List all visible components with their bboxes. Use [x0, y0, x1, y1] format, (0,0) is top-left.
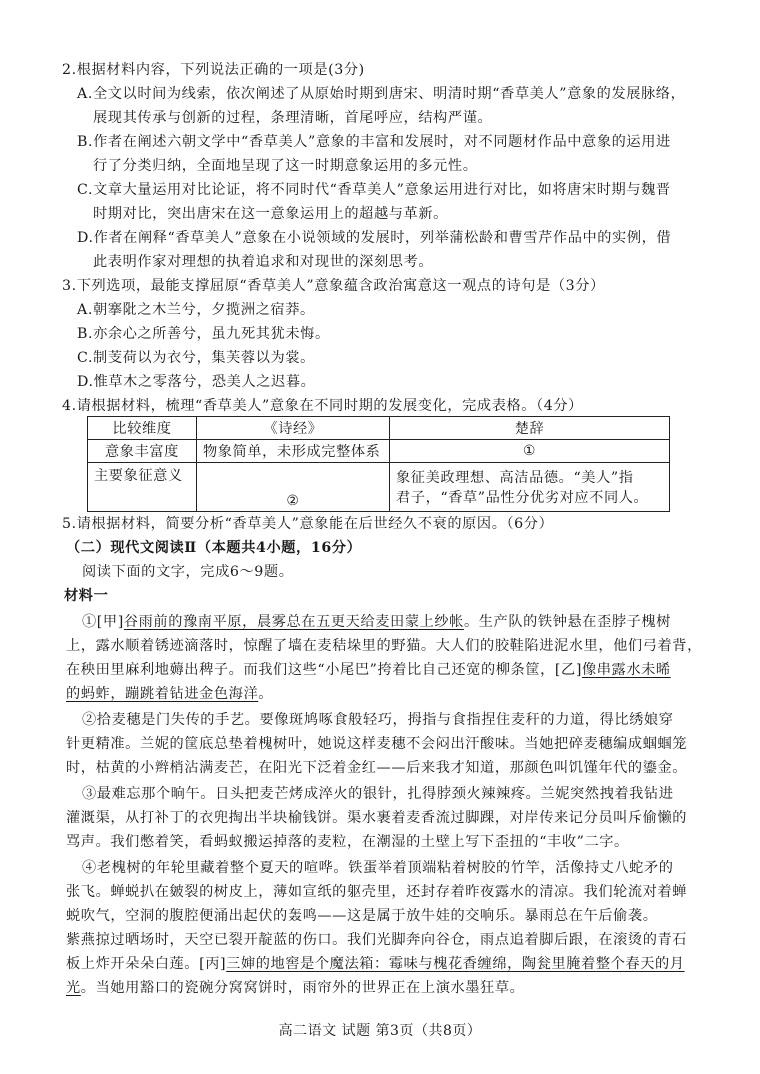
table-row: [88, 440, 670, 463]
table-cell: 意象丰富度: [88, 440, 197, 463]
section-instruction: 阅读下面的文字，完成6～9题。: [82, 564, 294, 580]
passage-line: [66, 978, 524, 998]
q2-option-c: C.文章大量运用对比论证，将不同时代“香草美人”意象运用进行对比，如将唐宋时期与魏晋: [77, 182, 671, 198]
q3-option-c: C.制芰荷以为衣兮，集芙蓉以为裳。: [77, 350, 315, 366]
table-cell: 主要象征意义: [88, 463, 197, 512]
passage-line: [82, 612, 671, 632]
q2-option-c-cont: 时期对比，突出唐宋在这一意象运用上的超越与革新。: [93, 206, 448, 222]
table-cell-line: 象征美政理想、高洁品德。“美人”指: [396, 470, 634, 486]
q3-option-b: B.亦余心之所善兮，虽九死其犹未悔。: [77, 326, 330, 342]
underlined-sentence-bing-cont: 光: [66, 980, 81, 996]
q2-stem: 2.根据材料内容，下列说法正确的一项是(3分): [62, 62, 365, 78]
passage-line: ③最难忘那个晌午。日头把麦芒烤成淬火的银针，扎得脖颈火辣辣疼。兰妮突然拽着我钻进: [82, 786, 674, 802]
table-cell-blank-2: ②: [197, 463, 390, 512]
comparison-table: [87, 416, 670, 512]
passage-text: 。当她用豁口的瓷碗分窝窝饼时，雨帘外的世界正在上演水墨狂草。: [80, 980, 525, 996]
underlined-sentence-yi: 像串露水未晞: [581, 662, 671, 678]
passage-text: 在秧田里麻利地薅出稗子。而我们这些“小尾巴”挎着比自己还宽的柳条筐，[乙]: [66, 662, 582, 678]
page-footer: 高二语文 试题 第3页（共8页）: [278, 1023, 482, 1039]
table-row: [88, 417, 670, 440]
q2-option-b: B.作者在阐述六朝文学中“香草美人”意象的丰富和发展时，对不同题材作品中意象的运用进: [77, 134, 671, 150]
table-cell-line: 君子，“香草”品性分优劣对应不同人。: [396, 490, 649, 506]
underlined-sentence-bing: 三婶的地窖是个魔法箱：霉味与槐花香缠绵，陶瓮里腌着整个春天的月: [226, 956, 685, 972]
passage-line: 灌溉渠，从打补丁的衣兜掏出半块榆钱饼。渠水裹着麦香流过脚踝，对岸传来记分员叫斥偷懒的: [66, 810, 688, 826]
q3-option-a: A.朝搴阰之木兰兮，夕揽洲之宿莽。: [77, 302, 315, 318]
passage-line: 上，露水顺着锈迹滴落时，惊醒了墙在麦秸垛里的野猫。大人们的胶鞋陷进泥水里，他们弓着背，: [66, 638, 702, 654]
q2-option-b-cont: 行了分类归纳，全面地呈现了这一时期意象运用的多元性。: [93, 158, 478, 174]
passage-text: 板上炸开朵朵白莲。[丙]: [66, 956, 227, 972]
q5-stem: 5.请根据材料，简要分析“香草美人”意象能在后世经久不衰的原因。（6分）: [62, 516, 554, 532]
q2-option-d: D.作者在阐释“香草美人”意象在小说领域的发展时，列举蒲松龄和曹雪芹作品中的实例，借: [77, 230, 672, 246]
q2-option-a-cont: 展现其传承与创新的过程，条理清晰，首尾呼应，结构严谨。: [93, 110, 493, 126]
material-heading: 材料一: [64, 588, 109, 604]
q2-option-a: A.全文以时间为线索，依次阐述了从原始时期到唐宋、明清时期“香草美人”意象的发展脉络，: [77, 86, 686, 102]
table-cell: [390, 463, 670, 512]
passage-line: 紫燕掠过晒场时，天空已裂开靛蓝的伤口。我们光脚奔向谷仓，雨点追着脚后跟，在滚烫的青石: [66, 932, 688, 948]
q4-stem: 4.请根据材料，梳理“香草美人”意象在不同时期的发展变化，完成表格。（4分）: [62, 398, 583, 414]
underlined-sentence-jia: 谷雨前的豫南平原，晨雾总在五更天给麦田蒙上纱帐: [123, 614, 464, 630]
passage-line: 张飞。蝉蜕扒在皴裂的树皮上，薄如宣纸的躯壳里，还封存着昨夜露水的清凉。我们轮流对着蝉: [66, 884, 688, 900]
passage-line: 骂声。我们憋着笑，看蚂蚁搬运掉落的麦粒，在潮湿的土壁上写下歪扭的“丰收”二字。: [66, 834, 629, 850]
table-header-cell: 楚辞: [390, 417, 670, 440]
table-cell: 物象简单，未形成完整体系: [197, 440, 390, 463]
table-row: [88, 463, 670, 512]
passage-text: 。生产队的铁钟悬在歪脖子槐树: [463, 614, 672, 630]
table-header-cell: 比较维度: [88, 417, 197, 440]
q2-option-d-cont: 此表明作家对理想的执着追求和对现世的深刻思考。: [93, 254, 434, 270]
q3-option-d: D.惟草木之零落兮，恐美人之迟暮。: [77, 374, 316, 390]
passage-line: [66, 954, 685, 974]
passage-line: 蜕吹气，空洞的腹腔便涌出起伏的轰鸣——这是属于放牛娃的交响乐。暴雨总在午后偷袭。: [66, 908, 658, 924]
paragraph-marker: ①[甲]: [82, 614, 124, 630]
passage-line: ②拾麦穗是门失传的手艺。要像斑鸠啄食般轻巧，拇指与食指捏住麦秆的力道，得比绣娘穿: [82, 712, 674, 728]
underlined-sentence-yi-cont: 的蚂蚱，蹦跳着钻进金色海洋: [66, 686, 259, 702]
q3-stem: 3.下列选项，最能支撑屈原“香草美人”意象蕴含政治寓意这一观点的诗句是（3分）: [62, 278, 605, 294]
passage-line: 时，枯黄的小辫梢沾满麦芒，在阳光下泛着金红——后来我才知道，那颜色叫饥馑年代的鎏金。: [66, 760, 688, 776]
table-cell-blank-1: ①: [390, 440, 670, 463]
passage-line: [66, 660, 671, 680]
table-header-cell: 《诗经》: [197, 417, 390, 440]
passage-text: 。: [258, 686, 274, 702]
passage-line: [66, 684, 273, 704]
passage-line: 针更精准。兰妮的筐底总垫着槐树叶，她说这样麦穗不会闷出汗酸味。当她把碎麦穗编成蝈蝈笼: [66, 736, 688, 752]
passage-line: ④老槐树的年轮里藏着整个夏天的喧哗。铁蛋举着顶端粘着树胶的竹竿，活像持丈八蛇矛的: [82, 860, 674, 876]
section-title: （二）现代文阅读Ⅱ（本题共4小题，16分）: [66, 540, 362, 556]
